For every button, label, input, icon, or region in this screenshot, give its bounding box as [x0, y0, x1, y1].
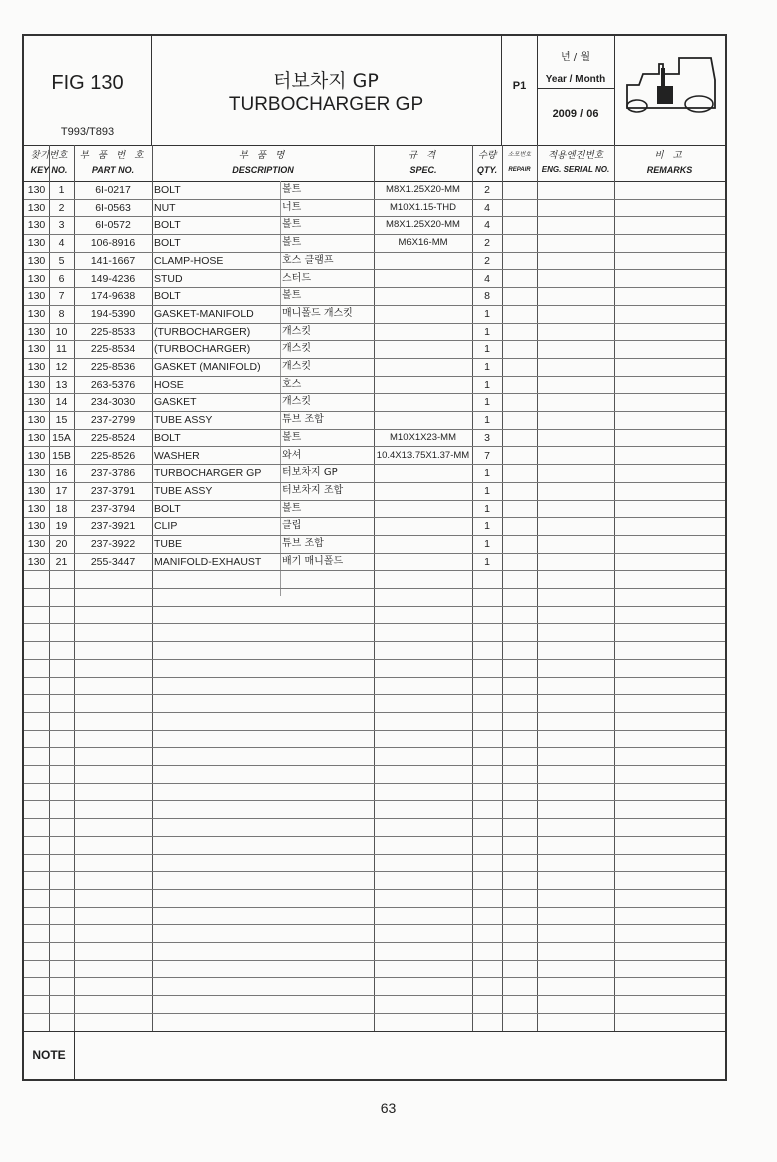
fig-cell: 130 — [27, 219, 46, 232]
qty-cell: 1 — [484, 361, 490, 373]
fig-cell: 130 — [27, 325, 46, 338]
description-cell: MANIFOLD-EXHAUST — [154, 555, 262, 568]
description-cell: TUBE ASSY — [154, 484, 213, 497]
table-row — [24, 694, 725, 713]
korean-name-cell: 튜브 조합 — [282, 538, 324, 549]
table-row — [24, 1013, 725, 1032]
fig-cell: 130 — [27, 467, 46, 480]
table-row — [24, 641, 725, 660]
korean-name-cell: 볼트 — [282, 184, 302, 195]
korean-name-cell: 볼트 — [282, 290, 302, 302]
year-month-box — [537, 36, 614, 145]
part-number-cell: 237-3794 — [90, 502, 136, 515]
table-row — [24, 730, 725, 749]
description-cell: CLIP — [154, 520, 178, 533]
fig-cell: 130 — [27, 414, 46, 427]
part-number-cell: 237-2799 — [90, 414, 136, 427]
korean-name-cell: 개스킷 — [282, 343, 311, 355]
korean-name-cell: 호스 클램프 — [282, 254, 334, 266]
fig-cell: 130 — [27, 254, 46, 267]
description-cell: BOLT — [154, 237, 181, 250]
table-row — [24, 907, 725, 926]
table-row — [24, 871, 725, 890]
description-cell: BOLT — [154, 502, 181, 515]
spec-cell: 10.4X13.75X1.37-MM — [376, 449, 470, 461]
fig-cell: 130 — [27, 343, 46, 356]
table-row — [24, 818, 725, 837]
part-number-cell: 141-1667 — [90, 254, 136, 267]
key-cell: 3 — [58, 219, 65, 232]
fig-cell: 130 — [27, 484, 46, 497]
part-number-cell: 234-3030 — [90, 396, 136, 409]
column-header: 찾기번호 KEY NO. 부 품 번 호 PART NO. 부 품 명 DESCRIPTION 규 격 SPEC. 수량 QTY. 소모번호 REPAIR 적용엔진번호 ENG. SERIAL NO. 비 고 REMARKS — [24, 145, 725, 182]
key-cell: 15A — [52, 431, 71, 444]
description-cell: GASKET — [154, 396, 197, 409]
korean-name-cell: 매니폴드 개스킷 — [282, 307, 353, 319]
qty-cell: 1 — [484, 378, 490, 391]
part-number-cell: 263-5376 — [90, 378, 136, 391]
description-cell: STUD — [154, 272, 183, 285]
part-number-cell: 237-3786 — [90, 467, 136, 480]
korean-name-cell: 너트 — [282, 201, 302, 213]
table-row — [24, 305, 725, 324]
table-row — [24, 482, 725, 501]
table-row — [24, 889, 725, 908]
title-english: TURBOCHARGER GP — [228, 94, 424, 115]
qty-cell: 2 — [484, 237, 490, 250]
description-cell: (TURBOCHARGER) — [154, 325, 251, 338]
fig-cell: 130 — [27, 290, 46, 303]
qty-cell: 7 — [484, 449, 490, 462]
key-cell: 4 — [58, 237, 65, 250]
spec-cell: M10X1X23-MM — [390, 431, 456, 443]
table-row — [24, 978, 725, 997]
korean-name-cell: 터보차지 조합 — [282, 484, 344, 496]
fig-cell: 130 — [27, 502, 46, 515]
table-row — [24, 924, 725, 943]
description-cell: GASKET (MANIFOLD) — [154, 361, 261, 373]
key-cell: 15B — [52, 449, 71, 462]
table-row — [24, 712, 725, 731]
key-cell: 5 — [58, 254, 65, 267]
key-cell: 11 — [56, 343, 67, 356]
description-cell: (TURBOCHARGER) — [154, 343, 251, 356]
korean-name-cell: 스터드 — [282, 272, 311, 284]
korean-name-cell: 볼트 — [282, 431, 302, 443]
table-row — [24, 447, 725, 466]
qty-cell: 3 — [484, 431, 490, 444]
description-cell: CLAMP-HOSE — [154, 254, 224, 267]
qty-cell: 2 — [484, 254, 490, 267]
table-row — [24, 517, 725, 536]
table-row — [24, 747, 725, 766]
table-row — [24, 234, 725, 253]
qty-cell: 1 — [484, 467, 490, 480]
fig-cell: 130 — [27, 396, 46, 409]
qty-cell: 1 — [484, 555, 490, 568]
fig-cell: 130 — [27, 378, 46, 391]
key-cell: 18 — [55, 502, 68, 515]
korean-name-cell: 볼트 — [282, 502, 302, 514]
note-section — [24, 1031, 725, 1080]
spec-cell: M6X16-MM — [398, 237, 448, 249]
fig-cell: 130 — [27, 237, 46, 250]
spec-cell: M8X1.25X20-MM — [386, 219, 460, 231]
fig-cell: 130 — [27, 449, 46, 462]
note-label: NOTE — [32, 1048, 66, 1062]
year-month-label-en: Year / Month — [545, 74, 606, 85]
description-cell: BOLT — [154, 290, 181, 303]
qty-cell: 1 — [484, 538, 490, 550]
qty-cell: 1 — [484, 325, 490, 338]
description-cell: GASKET-MANIFOLD — [154, 307, 254, 320]
key-cell: 15 — [55, 414, 68, 427]
key-cell: 16 — [55, 467, 68, 480]
key-cell: 20 — [55, 538, 68, 550]
table-row — [24, 553, 725, 572]
korean-name-cell: 개스킷 — [282, 396, 311, 408]
fig-cell: 130 — [27, 431, 46, 444]
key-cell: 17 — [55, 484, 68, 497]
figure-number: FIG 130 — [51, 72, 124, 94]
korean-name-cell: 개스킷 — [282, 361, 311, 372]
table-row — [24, 270, 725, 289]
table-row — [24, 588, 725, 607]
description-cell: BOLT — [154, 219, 181, 232]
qty-cell: 2 — [484, 184, 490, 196]
table-row — [24, 801, 725, 820]
fig-cell: 130 — [27, 184, 46, 196]
table-row — [24, 500, 725, 519]
year-month-label-ko: 년 / 월 — [560, 52, 591, 63]
table-row — [24, 606, 725, 625]
fig-cell: 130 — [27, 307, 46, 320]
part-number-cell: 6I-0563 — [95, 201, 131, 214]
description-cell: NUT — [154, 201, 176, 214]
key-cell: 8 — [58, 307, 65, 320]
table-row — [24, 783, 725, 802]
spec-cell: M8X1.25X20-MM — [386, 184, 460, 195]
qty-cell: 1 — [484, 307, 490, 320]
key-cell: 14 — [55, 396, 68, 409]
fig-cell: 130 — [27, 555, 46, 568]
qty-cell: 1 — [484, 502, 490, 515]
figure-box — [24, 36, 151, 145]
fig-cell: 130 — [27, 272, 46, 285]
korean-name-cell: 볼트 — [282, 219, 302, 231]
page-number: 63 — [380, 1100, 397, 1116]
table-row — [24, 429, 725, 448]
fig-cell: 130 — [27, 520, 46, 533]
korean-name-cell: 튜브 조합 — [282, 414, 324, 426]
fig-cell: 130 — [27, 538, 46, 550]
qty-cell: 4 — [484, 201, 490, 214]
part-number-cell: 225-8524 — [90, 431, 136, 444]
part-number-cell: 225-8534 — [90, 343, 136, 356]
table-row — [24, 393, 725, 412]
key-cell: 12 — [55, 361, 68, 373]
part-number-cell: 6I-0572 — [95, 219, 131, 232]
korean-name-cell: 개스킷 — [282, 325, 311, 337]
table-row — [24, 960, 725, 979]
table-row — [24, 411, 725, 430]
title-korean: 터보차지 GP — [273, 70, 379, 92]
part-number-cell: 237-3921 — [90, 520, 136, 533]
qty-cell: 4 — [484, 272, 490, 285]
description-cell: HOSE — [154, 378, 184, 391]
description-cell: BOLT — [154, 184, 181, 196]
part-number-cell: 237-3922 — [90, 538, 136, 550]
table-row — [24, 854, 725, 873]
table-row — [24, 677, 725, 696]
korean-name-cell: 와셔 — [282, 449, 302, 461]
description-cell: BOLT — [154, 431, 181, 444]
table-row — [24, 464, 725, 483]
table-row — [24, 376, 725, 395]
korean-name-cell: 볼트 — [282, 237, 302, 249]
korean-name-cell: 배기 매니폴드 — [282, 555, 344, 567]
part-number-cell: 106-8916 — [90, 237, 136, 250]
table-row — [24, 181, 725, 200]
part-number-cell: 225-8533 — [90, 325, 136, 338]
page-code: P1 — [512, 80, 527, 92]
qty-cell: 8 — [484, 290, 490, 303]
part-number-cell: 225-8536 — [90, 361, 136, 373]
spec-cell: M10X1.15-THD — [390, 201, 456, 213]
key-cell: 13 — [55, 378, 68, 391]
description-cell: TUBE ASSY — [154, 414, 213, 427]
table-row — [24, 199, 725, 218]
qty-cell: 4 — [484, 219, 490, 232]
part-number-cell: 149-4236 — [90, 272, 136, 285]
part-number-cell: 174-9638 — [90, 290, 136, 303]
description-cell: TURBOCHARGER GP — [154, 467, 262, 480]
part-number-cell: 225-8526 — [90, 449, 136, 462]
qty-cell: 1 — [484, 484, 490, 497]
key-cell: 2 — [58, 201, 65, 214]
table-row — [24, 535, 725, 554]
table-row — [24, 287, 725, 306]
description-cell: WASHER — [154, 449, 200, 462]
table-row — [24, 659, 725, 678]
model-number: T993/T893 — [60, 126, 115, 138]
year-month-value: 2009 / 06 — [552, 108, 599, 120]
table-row — [24, 942, 725, 961]
part-number-cell: 6I-0217 — [95, 184, 131, 196]
key-cell: 1 — [58, 184, 65, 196]
qty-cell: 1 — [484, 414, 490, 427]
table-row — [24, 216, 725, 235]
key-cell: 10 — [55, 325, 68, 338]
table-row — [24, 358, 725, 377]
table-row — [24, 570, 725, 589]
description-cell: TUBE — [154, 538, 183, 550]
title-box — [151, 36, 501, 145]
korean-name-cell: 클립 — [282, 520, 302, 532]
table-row — [24, 340, 725, 359]
sheet-header — [24, 36, 725, 146]
fig-cell: 130 — [27, 201, 46, 214]
part-number-cell: 255-3447 — [90, 555, 136, 568]
key-cell: 21 — [55, 555, 68, 568]
qty-cell: 1 — [484, 343, 490, 356]
part-number-cell: 237-3791 — [90, 484, 136, 497]
parts-sheet — [22, 34, 727, 1081]
key-cell: 6 — [58, 272, 65, 285]
table-row — [24, 995, 725, 1014]
table-row — [24, 323, 725, 342]
qty-cell: 1 — [484, 396, 490, 409]
table-row — [24, 252, 725, 271]
key-cell: 19 — [55, 520, 68, 533]
key-cell: 7 — [58, 290, 65, 303]
fig-cell: 130 — [27, 361, 46, 373]
korean-name-cell: 터보차지 GP — [282, 467, 338, 479]
tractor-icon — [619, 50, 719, 130]
table-row — [24, 836, 725, 855]
part-number-cell: 194-5390 — [90, 307, 136, 320]
qty-cell: 1 — [484, 520, 490, 533]
korean-name-cell: 호스 — [282, 378, 302, 390]
table-row — [24, 765, 725, 784]
table-row — [24, 624, 725, 643]
